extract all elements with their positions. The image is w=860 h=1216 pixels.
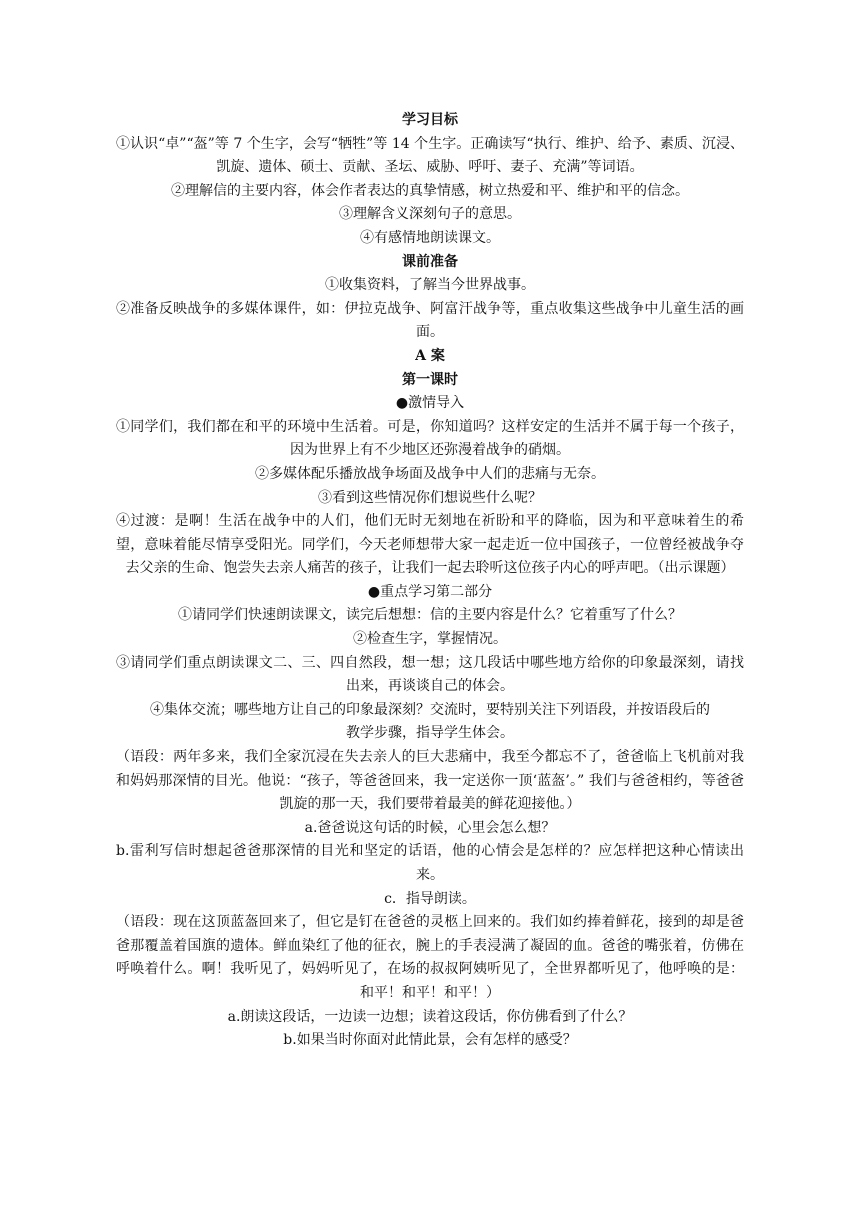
objective-1: ①认识“卓”“盔”等 7 个生字，会写“牺牲”等 14 个生字。正确读写“执行、维护、给予、素质、沉浸、凯旋、遗体、硕士、贡献、圣坛、威胁、呼吁、妻子、充满”等词语。 xyxy=(116,135,744,176)
passage-2-step-a: a.朗读这段话，一边读一边想；读着这段话，你仿佛看到了什么？ xyxy=(227,1008,633,1025)
heading-objectives: 学习目标 xyxy=(402,112,458,128)
focus-4: ④集体交流；哪些地方让自己的印象最深刻？交流时，要特别关注下列语段，并按语段后的 xyxy=(150,701,710,718)
intro-4: ④过渡：是啊！生活在战争中的人们，他们无时无刻地在祈盼和平的降临，因为和平意味着生的希望，意味着能尽情享受阳光。同学们，今天老师想带大家一起走近一位中国孩子，一位曾经被战争夺去父亲的生命、饱尝失去亲人痛苦的孩子，让我们一起去聆听这位孩子内心的呼声吧。（出示课题） xyxy=(116,513,744,577)
passage-2-step-b: b.如果当时你面对此情此景，会有怎样的感受？ xyxy=(283,1032,577,1049)
focus-5: 教学步骤，指导学生体会。 xyxy=(346,725,514,742)
passage-1-step-c: c．指导朗读。 xyxy=(384,890,476,907)
intro-1: ①同学们，我们都在和平的环境中生活着。可是，你知道吗？这样安定的生活并不属于每一个孩子，因为世界上有不少地区还弥漫着战争的硝烟。 xyxy=(116,418,744,459)
objective-4: ④有感情地朗读课文。 xyxy=(360,229,500,246)
objective-2: ②理解信的主要内容，体会作者表达的真挚情感，树立热爱和平、维护和平的信念。 xyxy=(171,182,689,199)
plan-a-heading: A 案 xyxy=(415,347,445,364)
focus-2: ②检查生字，掌握情况。 xyxy=(353,631,507,648)
section-focus-heading: ●重点学习第二部分 xyxy=(367,583,493,600)
passage-1-step-b: b.雷利写信时想起爸爸那深情的目光和坚定的话语，他的心情会是怎样的？应怎样把这种心情读出来。 xyxy=(116,843,744,883)
prep-2: ②准备反映战争的多媒体课件，如：伊拉克战争、阿富汗战争等，重点收集这些战争中儿童生活的画面。 xyxy=(116,300,744,341)
focus-3: ③请同学们重点朗读课文二、三、四自然段，想一想；这几段话中哪些地方给你的印象最深刻，请找出来，再谈谈自己的体会。 xyxy=(116,654,744,695)
intro-2: ②多媒体配乐播放战争场面及战争中人们的悲痛与无奈。 xyxy=(255,465,605,482)
section-intro-heading: ●激情导入 xyxy=(395,395,465,412)
intro-3: ③看到这些情况你们想说些什么呢？ xyxy=(318,489,542,506)
objective-3: ③理解含义深刻句子的意思。 xyxy=(339,206,521,223)
passage-1: （语段：两年多来，我们全家沉浸在失去亲人的巨大悲痛中，我至今都忘不了，爸爸临上飞机前对我和妈妈那深情的目光。他说：“孩子，等爸爸回来，我一定送你一顶‘蓝盔’。” 我们与爸爸相约，等爸爸凯旋的那一天，我们要带着最美的鲜花迎接他。） xyxy=(116,749,744,813)
focus-1: ①请同学们快速朗读课文，读完后想想：信的主要内容是什么？它着重写了什么？ xyxy=(178,607,682,624)
prep-1: ①收集资料，了解当今世界战事。 xyxy=(325,277,535,294)
passage-2: （语段：现在这顶蓝盔回来了，但它是钉在爸爸的灵柩上回来的。我们如约捧着鲜花，接到的却是爸爸那覆盖着国旗的遗体。鲜血染红了他的征衣，腕上的手表浸满了凝固的血。爸爸的嘴张着，仿佛在呼唤着什么。啊！我听见了，妈妈听见了，在场的叔叔阿姨听见了，全世界都听见了，他呼唤的是：和平！和平！和平！） xyxy=(116,914,744,1001)
heading-prep: 课前准备 xyxy=(402,253,458,270)
passage-1-step-a: a.爸爸说这句话的时候，心里会怎么想？ xyxy=(304,819,556,836)
document-page xyxy=(116,109,744,1053)
lesson-one-heading: 第一课时 xyxy=(402,371,458,388)
